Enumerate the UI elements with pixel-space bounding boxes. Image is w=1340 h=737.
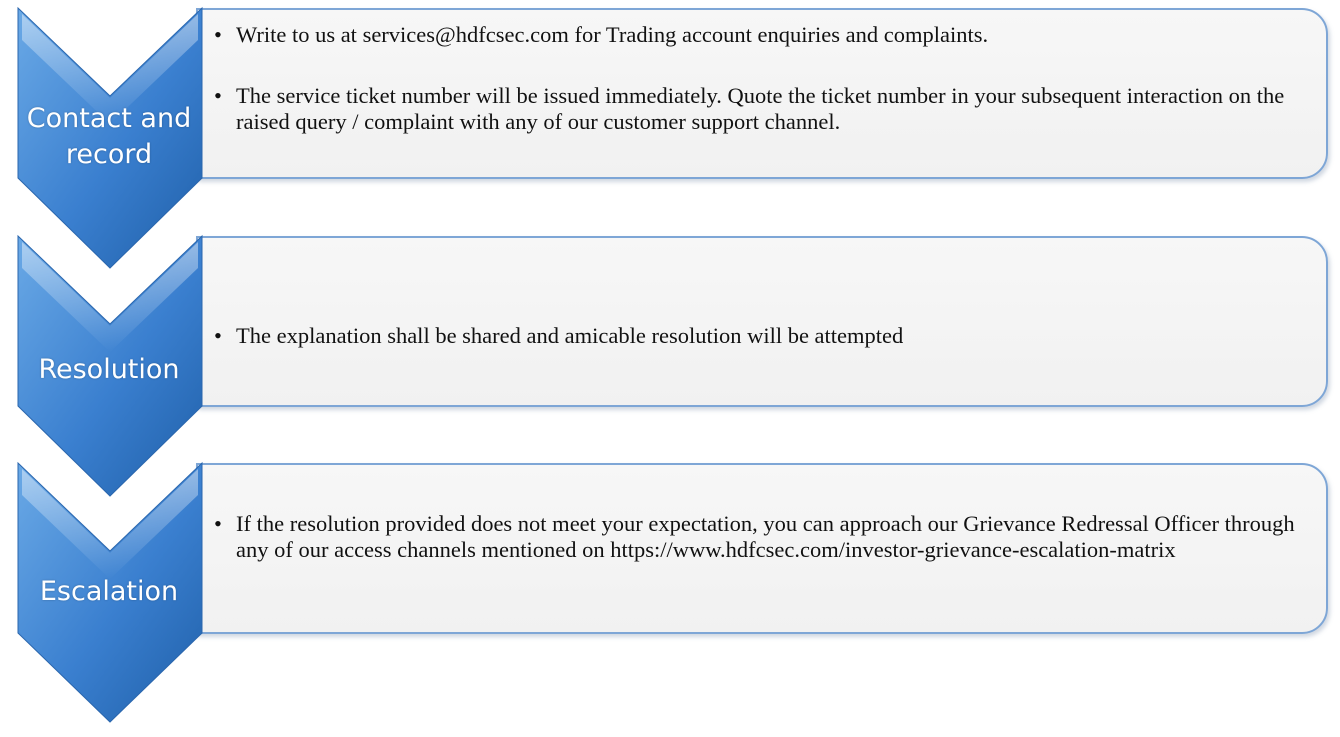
bullet-dot-icon: • [214,511,222,536]
bullet-text: The explanation shall be shared and amicable resolution will be attempted [236,323,904,348]
step-label-resolution: Resolution [38,354,180,385]
step-label-escalation: Escalation [39,576,179,607]
bullet-dot-icon: • [214,323,222,348]
bullet-text: If the resolution provided does not meet your expectation, you can approach our Grievance Redressal Officer through any of our access channels mentioned on https://www.hdfcsec.com/investor-grievance-escalation-matrix [236,511,1295,562]
step-label-contact: Contact and record [26,103,192,170]
bullet-text: The service ticket number will be issued immediately. Quote the ticket number in your subsequent interaction on the raised query / complaint with any of our customer support channel. [236,83,1285,134]
bullet-dot-icon: • [214,22,222,47]
bullet-dot-icon: • [214,83,222,108]
bullet-text: Write to us at services@hdfcsec.com for Trading account enquiries and complaints. [236,22,989,47]
